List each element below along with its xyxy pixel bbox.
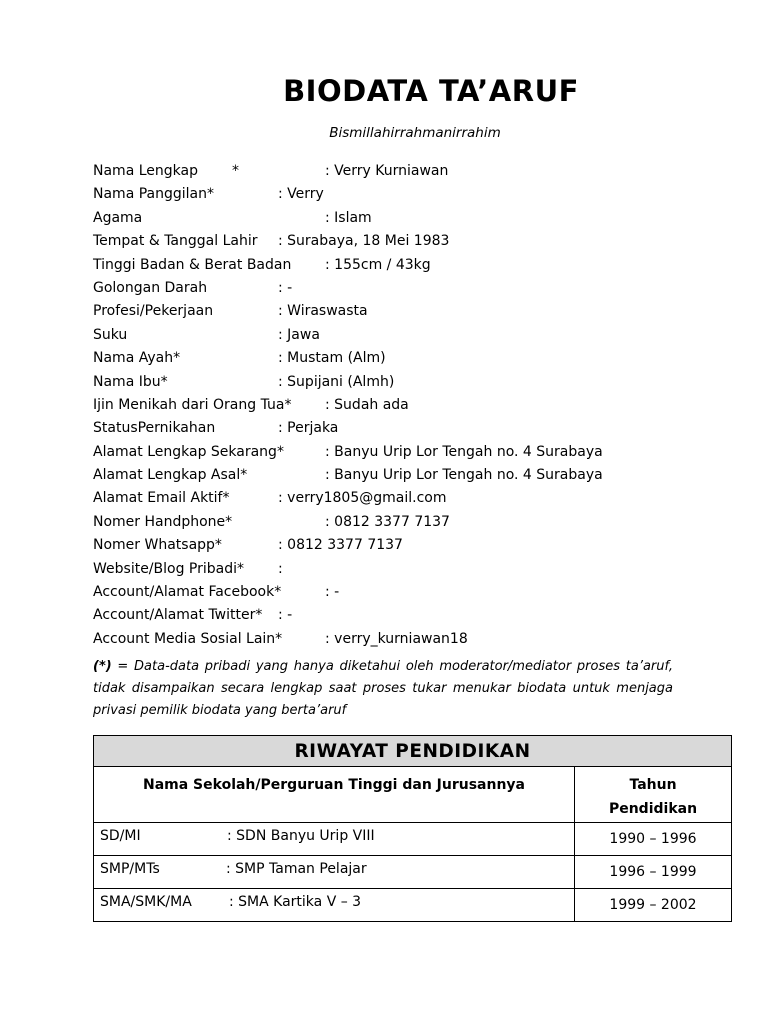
field-label: Website/Blog Pribadi*: [93, 560, 245, 577]
field-row: [93, 371, 693, 394]
field-value: : Wiraswasta: [278, 303, 368, 320]
field-value: : Islam: [325, 209, 372, 226]
field-label: StatusPernikahan: [93, 420, 216, 437]
privacy-note: [93, 656, 673, 722]
field-required-star: *: [232, 163, 239, 179]
field-label: Nama Ibu*: [93, 373, 168, 390]
school-name: : SDN Banyu Urip VIII: [227, 828, 375, 844]
field-value: : Surabaya, 18 Mei 1983: [278, 233, 450, 250]
table-row: [94, 823, 732, 856]
field-label: Alamat Email Aktif*: [93, 490, 230, 507]
field-row: [93, 207, 693, 230]
field-label: Nama Ayah*: [93, 350, 181, 367]
field-value: :: [278, 560, 283, 577]
field-label: Profesi/Pekerjaan: [93, 303, 214, 320]
school-column-header: Nama Sekolah/Perguruan Tinggi dan Jurusannya: [94, 767, 575, 823]
field-value: : Mustam (Alm): [278, 350, 386, 367]
field-value: : Perjaka: [278, 420, 339, 437]
year-header-line1: Tahun: [629, 777, 677, 793]
field-row: [93, 604, 693, 627]
field-value: : Sudah ada: [325, 396, 409, 413]
field-label: Nama Panggilan*: [93, 186, 214, 203]
school-years: 1996 – 1999: [575, 856, 732, 889]
field-row: [93, 300, 693, 323]
school-name: : SMA Kartika V – 3: [229, 894, 362, 910]
field-value: : Verry: [278, 186, 324, 203]
field-value: : -: [278, 279, 293, 296]
field-row: [93, 254, 693, 277]
education-table: [93, 735, 732, 922]
page-title: BIODATA TA’ARUF: [283, 74, 579, 108]
school-level: SMP/MTs: [100, 861, 160, 877]
field-value: : 155cm / 43kg: [325, 256, 431, 273]
field-label: Nama Lengkap: [93, 163, 198, 179]
field-row: [93, 160, 693, 183]
field-value: : 0812 3377 7137: [325, 513, 450, 530]
field-row: [93, 347, 693, 370]
field-row: [93, 464, 693, 487]
field-label: Nomer Handphone*: [93, 513, 233, 530]
field-row: [93, 558, 693, 581]
year-column-header: [575, 767, 732, 823]
field-row: [93, 394, 693, 417]
field-value: : verry1805@gmail.com: [278, 490, 447, 507]
school-years: 1999 – 2002: [575, 889, 732, 922]
field-label: Tempat & Tanggal Lahir: [93, 233, 258, 250]
note-text: = Data-data pribadi yang hanya diketahui oleh moderator/mediator proses ta’aruf, tidak disampaikan secara lengkap saat proses tukar menukar biodata untuk menjaga privasi pemilik biodata yang berta’aruf: [93, 659, 673, 718]
field-label: Account Media Sosial Lain*: [93, 630, 283, 647]
field-row: [93, 324, 693, 347]
field-value: : verry_kurniawan18: [325, 630, 468, 647]
field-label: Account/Alamat Twitter*: [93, 607, 263, 624]
field-label: Tinggi Badan & Berat Badan: [93, 256, 292, 273]
field-value: : Verry Kurniawan: [325, 163, 449, 179]
field-row: [93, 487, 693, 510]
field-row: [93, 183, 693, 206]
field-value: : Jawa: [278, 326, 320, 343]
school-level: SD/MI: [100, 828, 141, 844]
education-heading: RIWAYAT PENDIDIKAN: [94, 736, 732, 767]
field-row: [93, 511, 693, 534]
field-label: Suku: [93, 326, 128, 343]
field-row: [93, 581, 693, 604]
field-row: [93, 628, 693, 651]
school-name: : SMP Taman Pelajar: [226, 861, 367, 877]
field-label: Nomer Whatsapp*: [93, 537, 222, 554]
field-row: [93, 441, 693, 464]
field-label: Account/Alamat Facebook*: [93, 584, 282, 601]
year-header-line2: Pendidikan: [608, 801, 698, 817]
table-row: [94, 889, 732, 922]
table-row: [94, 856, 732, 889]
biodata-fields: [93, 160, 693, 651]
field-label: Alamat Lengkap Sekarang*: [93, 443, 284, 460]
school-level: SMA/SMK/MA: [100, 894, 192, 910]
field-label: Ijin Menikah dari Orang Tua*: [93, 396, 292, 413]
field-row: [93, 534, 693, 557]
page-subtitle: Bismillahirrahmanirrahim: [329, 125, 501, 141]
note-marker: (*): [93, 659, 112, 674]
field-label: Alamat Lengkap Asal*: [93, 467, 248, 484]
field-row: [93, 230, 693, 253]
field-value: : Banyu Urip Lor Tengah no. 4 Surabaya: [325, 467, 603, 484]
field-value: : Supijani (Almh): [278, 373, 395, 390]
school-years: 1990 – 1996: [575, 823, 732, 856]
field-label: Agama: [93, 209, 143, 226]
field-value: : 0812 3377 7137: [278, 537, 403, 554]
field-value: : -: [325, 584, 340, 601]
field-row: [93, 277, 693, 300]
field-row: [93, 417, 693, 440]
field-value: : -: [278, 607, 293, 624]
field-value: : Banyu Urip Lor Tengah no. 4 Surabaya: [325, 443, 603, 460]
field-label: Golongan Darah: [93, 279, 208, 296]
